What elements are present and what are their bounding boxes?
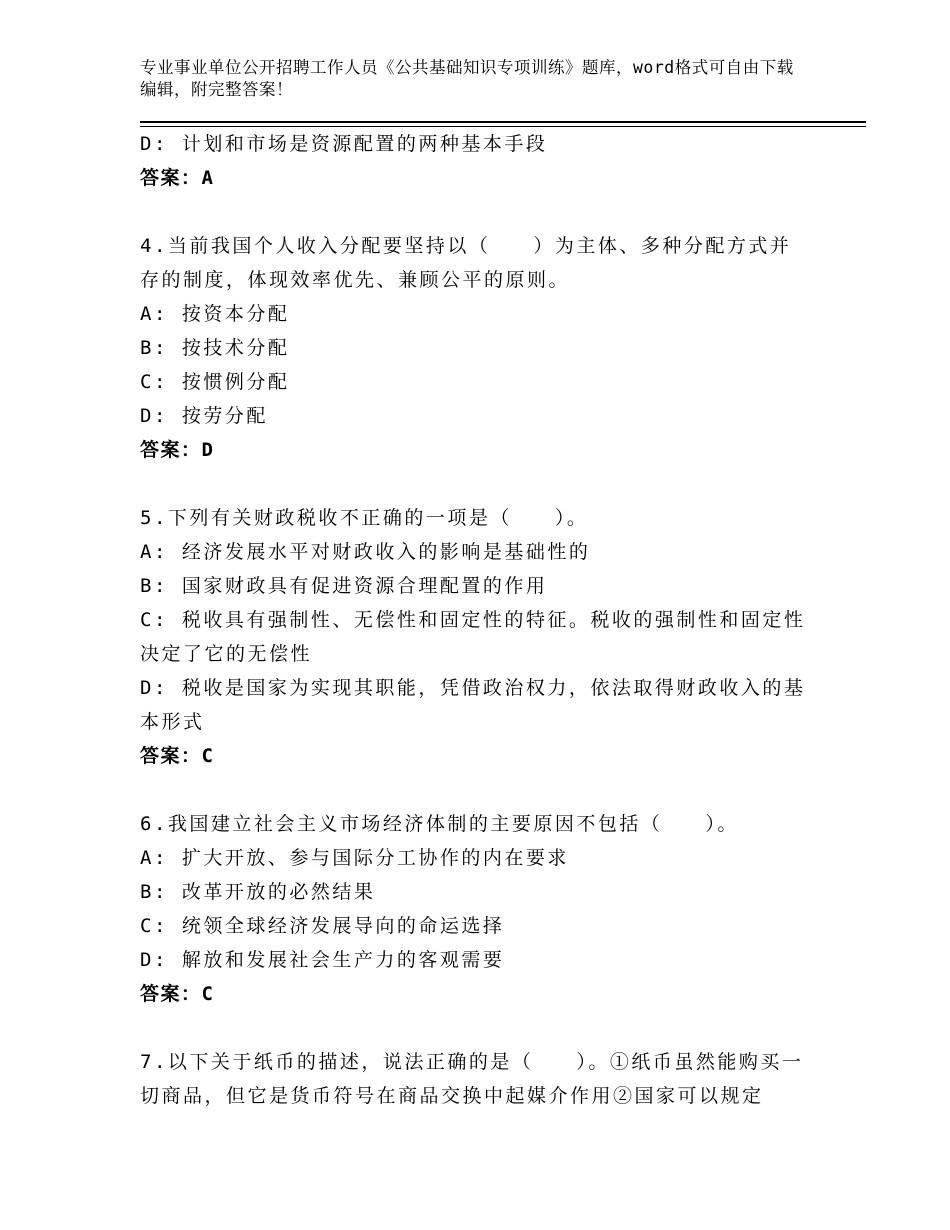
header-rule-thick [140,121,866,123]
q5-answer: 答案：C [140,745,215,767]
q6-option-d: D: 解放和发展社会生产力的客观需要 [140,949,505,971]
question-4 [140,229,810,467]
spacer [140,1011,810,1045]
q4-option-d: D: 按劳分配 [140,405,268,427]
q5-stem: 5.下列有关财政税收不正确的一项是（ ）。 [140,507,589,529]
question-7 [140,1045,810,1113]
q6-option-c: C: 统领全球经济发展导向的命运选择 [140,915,505,937]
page-header [140,57,810,101]
question-5 [140,501,810,773]
q5-option-c: C: 税收具有强制性、无偿性和固定性的特征。税收的强制性和固定性决定了它的无偿性 [140,609,806,665]
q4-option-a: A: 按资本分配 [140,303,290,325]
q4-answer: 答案：D [140,439,215,461]
q6-option-b: B: 改革开放的必然结果 [140,881,376,903]
question-content [140,127,810,1113]
q4-option-b: B: 按技术分配 [140,337,290,359]
q3-option-d: D: 计划和市场是资源配置的两种基本手段 [140,133,548,155]
spacer [140,195,810,229]
question-3 [140,127,810,195]
q4-option-c: C: 按惯例分配 [140,371,290,393]
q6-stem: 6.我国建立社会主义市场经济体制的主要原因不包括（ ）。 [140,813,739,835]
spacer [140,773,810,807]
q5-option-a: A: 经济发展水平对财政收入的影响是基础性的 [140,541,591,563]
question-6 [140,807,810,1011]
spacer [140,467,810,501]
header-text: 专业事业单位公开招聘工作人员《公共基础知识专项训练》题库，word格式可自由下载编辑，附完整答案！ [140,58,794,99]
q7-stem: 7.以下关于纸币的描述，说法正确的是（ ）。①纸币虽然能购买一切商品，但它是货币符号在商品交换中起媒介作用②国家可以规定 [140,1051,804,1107]
q6-option-a: A: 扩大开放、参与国际分工协作的内在要求 [140,847,569,869]
q5-option-d: D: 税收是国家为实现其职能，凭借政治权力，依法取得财政收入的基本形式 [140,677,806,733]
q6-answer: 答案：C [140,983,215,1005]
q4-stem: 4.当前我国个人收入分配要坚持以（ ）为主体、多种分配方式并存的制度，体现效率优先、兼顾公平的原则。 [140,235,792,291]
q3-answer: 答案：A [140,167,215,189]
q5-option-b: B: 国家财政具有促进资源合理配置的作用 [140,575,548,597]
